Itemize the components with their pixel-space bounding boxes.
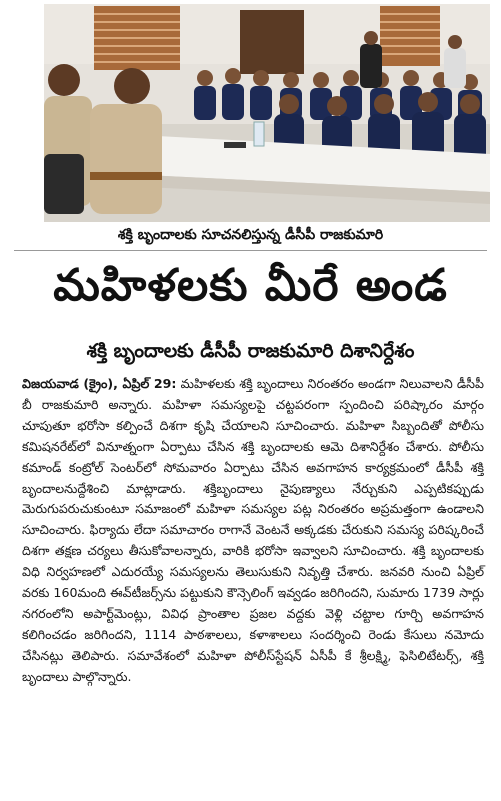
news-photo-meeting-icon	[44, 4, 490, 222]
subheadline: శక్తి బృందాలకు డీసీపీ రాజకుమారి దిశానిర్దేశం	[86, 340, 415, 362]
news-photo	[44, 4, 490, 222]
divider	[14, 250, 487, 251]
article-dateline: విజయవాడ (క్రైం), ఏప్రిల్ 29:	[22, 376, 177, 391]
article-paragraph	[22, 374, 484, 688]
article-text: మహిళలకు శక్తి బృందాలు నిరంతరం అండగా నిలువాలని డీసీపీ బీ రాజకుమారి అన్నారు. మహిళా సమస్యలపై చట్టపరంగా స్పందించి పరిష్కారం మార్గం చూపుతూ భరోసా కల్పించే దిశగా కృషి చేయాలని సూచించారు. మహిళా సిబ్బందితో పోలీసు కమిషనరేట్‌లో వినూత్నంగా ఏర్పాటు చేసిన శక్తి బృందాలకు ఆమె దిశానిర్దేశం చేశారు. పోలీసు కమాండ్ కంట్రోల్ సెంటర్‌లో సోమవారం ఏర్పాటు చేసిన అవగాహన కార్యక్రమంలో డీసీపీ శక్తి బృందాలనుద్దేశించి మాట్లాడారు. శక్తిబృందాలు నైపుణ్యాలు నేర్చుకుని ఎప్పటికప్పుడు మెరుగుపరుచుకుంటూ సమాజంలో మహిళా సమస్యల పట్ల నిరంతరం అప్రమత్తంగా ఉండాలని సూచించారు. ఫిర్యాదు లేదా సమాచారం రాగానే వెంటనే అక్కడకు చేరుకుని సమస్య పరిష్కరించే దిశగా తక్షణ చర్యలు తీసుకోవాలన్నారు, వారికి భరోసా ఇవ్వాలని సూచించారు. శక్తి బృందాలకు విధి నిర్వహణలో ఎదురయ్యే సమస్యలను తెలుసుకుని నివృత్తి చేశారు. జనవరి నుంచి ఏప్రిల్ వరకు 160మంది ఈవ్‌టీజర్స్‌ను పట్టుకుని కౌన్సెలింగ్ ఇవ్వడం జరిగిందని, సుమారు 1739 సార్లు నగరంలోని అపార్ట్‌మెంట్లు, వివిధ ప్రాంతాల ప్రజల వద్దకు వెళ్లి చట్టాల గూర్చి అవగాహన కలిగించడం జరిగిందని, 1114 పాఠశాలలు, కళాశాలలు సందర్శించి రెండు కేసులు నమోదు చేసినట్లు తెలిపారు. సమావేశంలో మహిళా పోలీస్‌స్టేషన్ ఏసీపీ కే శ్రీలక్ష్మి, ఫెసిలిటేటర్స్, శక్తి బృందాలు పాల్గొన్నారు.	[22, 376, 484, 684]
photo-caption: శక్తి బృందాలకు సూచనలిస్తున్న డీసీపీ రాజకుమారి	[117, 227, 384, 243]
article-body	[22, 374, 484, 688]
headline: మహిళలకు మీరే అండ	[53, 260, 448, 311]
